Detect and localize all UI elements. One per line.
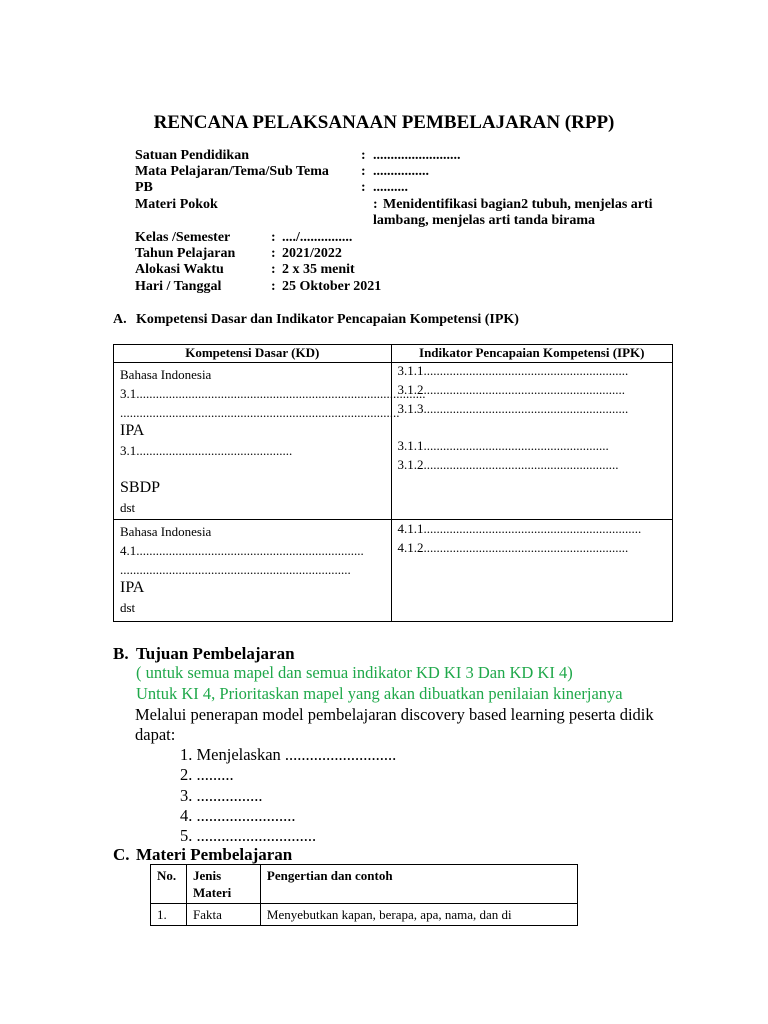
meta-label-materi: Materi Pokok xyxy=(135,197,218,212)
ipk-line: 3.1.2.............................................................. xyxy=(397,382,625,397)
objective-item: 1. Menjelaskan ........................... xyxy=(180,745,397,764)
kd-ipk-table xyxy=(113,344,673,622)
kd-line: 3.1......................................................................................... xyxy=(120,386,426,401)
meta-sep-kelas: : xyxy=(271,230,276,245)
materi-table xyxy=(150,864,578,926)
meta-label-mapel: Mata Pelajaran/Tema/Sub Tema xyxy=(135,164,329,179)
ipk-line: 4.1.1................................................................... xyxy=(397,521,642,536)
ipk-line: 3.1.2............................................................ xyxy=(397,457,619,472)
materi-table-header-row xyxy=(151,865,578,904)
kd-line: dst xyxy=(120,500,136,515)
kd-line: IPA xyxy=(120,579,145,596)
kd-header: Kompetensi Dasar (KD) xyxy=(114,345,392,363)
ipk-line: 3.1.3............................................................... xyxy=(397,401,629,416)
section-c-letter: C. xyxy=(113,845,130,864)
meta-value-tahun: 2021/2022 xyxy=(282,246,342,261)
materi-header-pengertian: Pengertian dan contoh xyxy=(260,865,577,904)
kd-line: 3.1................................................ xyxy=(120,443,293,458)
section-b-intro: Melalui penerapan model pembelajaran discovery based learning peserta didik xyxy=(135,705,654,724)
section-b-note-ki3: ( untuk semua mapel dan semua indikator KD KI 3 Dan KD KI 4) xyxy=(136,663,573,682)
ipk-line: 4.1.2............................................................... xyxy=(397,540,629,555)
materi-header-jenis-line2: Materi xyxy=(192,885,232,900)
meta-label-kelas: Kelas /Semester xyxy=(135,230,231,245)
kd-table-row-ki4 xyxy=(114,520,673,622)
meta-sep-pb: : xyxy=(361,180,366,195)
meta-value-mapel: ................ xyxy=(373,164,429,179)
ipk-line: 3.1.1............................................................... xyxy=(397,363,629,378)
meta-sep-alokasi: : xyxy=(271,262,276,277)
meta-sep-mapel: : xyxy=(361,164,366,179)
objective-item: 5. ............................. xyxy=(180,826,317,845)
table-row xyxy=(151,904,578,926)
objective-item: 3. ................ xyxy=(180,786,263,805)
kd-line: 4.1...................................................................... xyxy=(120,543,364,558)
materi-header-no: No. xyxy=(151,865,187,904)
kd-line: SBDP xyxy=(120,479,161,496)
ipk-cell-ki3 xyxy=(391,363,673,520)
section-b-note-ki4: Untuk KI 4, Prioritaskan mapel yang akan dibuatkan penilaian kinerjanya xyxy=(136,684,623,703)
objective-item: 2. ......... xyxy=(180,765,234,784)
materi-cell-pengertian: Menyebutkan kapan, berapa, apa, nama, dan di xyxy=(260,904,577,926)
kd-line: Bahasa Indonesia xyxy=(120,524,212,539)
document-title: RENCANA PELAKSANAAN PEMBELAJARAN (RPP) xyxy=(153,112,615,133)
section-b-intro-cont: dapat: xyxy=(135,725,176,744)
materi-header-jenis xyxy=(186,865,260,904)
kd-cell-ki3 xyxy=(114,363,426,520)
meta-value-materi-line2: lambang, menjelas arti tanda birama xyxy=(373,213,596,228)
meta-label-tahun: Tahun Pelajaran xyxy=(135,246,236,261)
section-a-title: Kompetensi Dasar dan Indikator Pencapaian Kompetensi (IPK) xyxy=(136,312,519,327)
meta-label-alokasi: Alokasi Waktu xyxy=(135,262,224,277)
meta-sep-satuan: : xyxy=(361,148,366,163)
meta-label-hari: Hari / Tanggal xyxy=(135,279,222,294)
ipk-line: 3.1.1......................................................... xyxy=(397,438,609,453)
section-c-title: Materi Pembelajaran xyxy=(136,845,293,864)
meta-label-satuan: Satuan Pendidikan xyxy=(135,148,249,163)
materi-cell-jenis: Fakta xyxy=(186,904,260,926)
meta-sep-materi: : xyxy=(373,197,378,212)
section-a-letter: A. xyxy=(113,312,127,327)
meta-label-pb: PB xyxy=(135,180,153,195)
meta-value-satuan: ......................... xyxy=(373,148,461,163)
meta-value-alokasi: 2 x 35 menit xyxy=(282,262,355,277)
kd-line: Bahasa Indonesia xyxy=(120,367,212,382)
meta-value-materi-line1: Menidentifikasi bagian2 tubuh, menjelas arti xyxy=(383,197,653,212)
objective-item: 4. ........................ xyxy=(180,806,296,825)
section-b-letter: B. xyxy=(113,644,129,663)
ipk-header: Indikator Pencapaian Kompetensi (IPK) xyxy=(391,345,673,363)
meta-sep-tahun: : xyxy=(271,246,276,261)
meta-value-pb: .......... xyxy=(373,180,408,195)
kd-line: ....................................................................... xyxy=(120,562,351,577)
kd-line: dst xyxy=(120,600,136,615)
kd-cell-ki4 xyxy=(114,520,392,622)
materi-header-jenis-line1: Jenis xyxy=(192,868,222,883)
materi-cell-no: 1. xyxy=(151,904,187,926)
kd-line: IPA xyxy=(120,422,145,439)
meta-value-kelas: ..../............... xyxy=(282,230,353,245)
kd-table-header-row xyxy=(114,345,673,363)
meta-value-hari: 25 Oktober 2021 xyxy=(282,279,382,294)
meta-sep-hari: : xyxy=(271,279,276,294)
kd-line: ...................................................................................... xyxy=(120,405,400,420)
kd-table-row-ki3 xyxy=(114,363,673,520)
ipk-cell-ki4 xyxy=(391,520,673,622)
section-b-title: Tujuan Pembelajaran xyxy=(136,644,295,663)
